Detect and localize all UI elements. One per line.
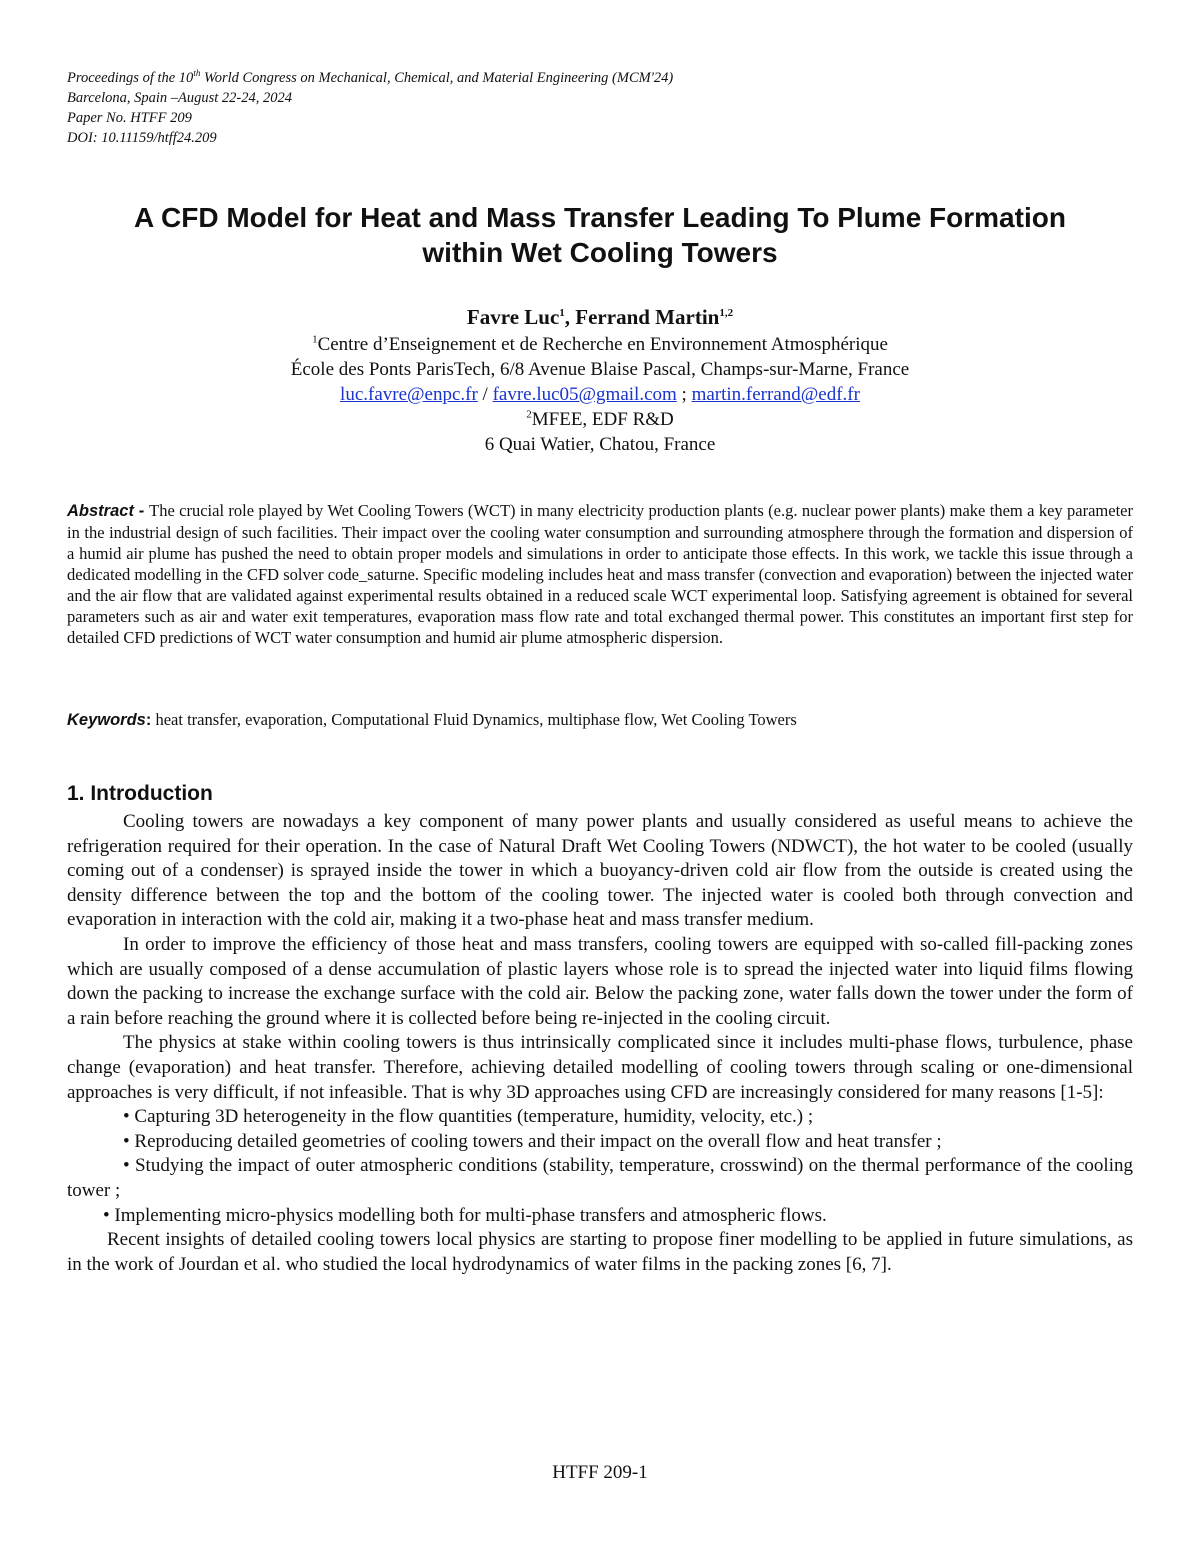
affiliation-2	[0, 407, 1200, 432]
email-link-1[interactable]: luc.favre@enpc.fr	[340, 384, 478, 405]
proceedings-line-3: Paper No. HTFF 209	[67, 110, 192, 126]
keywords-colon: :	[145, 711, 152, 729]
author-2-affiliation-mark: 1,2	[719, 307, 734, 319]
affiliation-1	[0, 332, 1200, 357]
author-1-affiliation-mark: 1	[559, 307, 565, 319]
email-separator: /	[477, 384, 493, 405]
author-separator: ,	[564, 305, 576, 329]
paper-title	[40, 200, 1160, 270]
affiliation-mark: 2	[526, 408, 532, 421]
author-2: Ferrand Martin	[575, 305, 720, 329]
proceedings-line-2: Barcelona, Spain –August 22-24, 2024	[67, 90, 292, 106]
affiliation-2-address: 6 Quai Watier, Chatou, France	[484, 434, 716, 455]
affiliation-name: MFEE, EDF R&D	[531, 409, 674, 430]
proceedings-text: Proceedings of the 10	[67, 70, 194, 86]
bullet-item-4: • Implementing micro-physics modelling both for multi-phase transfers and atmospheric flows.	[103, 1204, 827, 1226]
title-line-1: A CFD Model for Heat and Mass Transfer Leading To Plume Formation	[134, 202, 1066, 233]
keywords-label: Keywords	[67, 711, 146, 729]
email-line	[0, 382, 1200, 407]
email-separator: ;	[676, 384, 692, 405]
author-names	[0, 302, 1200, 332]
paragraph-2: In order to improve the efficiency of those heat and mass transfers, cooling towers are equipped with so-called fill-packing zones which are usually composed of a dense accumulation of plastic layers whose role is to spread the injected water into liquid films flowing down the packing to increase the exchange surface with the cold air. Below the packing zone, water falls down the tower under the form of a rain before reaching the ground where it is collected before being re-injected in the cooling circuit.	[67, 933, 1133, 1029]
author-block	[0, 302, 1200, 457]
email-link-3[interactable]: martin.ferrand@edf.fr	[691, 384, 860, 405]
abstract	[67, 500, 1133, 648]
keywords	[67, 709, 1133, 731]
abstract-text: The crucial role played by Wet Cooling Towers (WCT) in many electricity production plants (e.g. nuclear power plants) make them a key parameter in the industrial design of such facilities. Their impact over the cooling water consumption and surrounding atmosphere through the formation and dispersion of a humid air plume has pushed the need to obtain proper models and simulations in order to anticipate those effects. In this work, we tackle this issue through a dedicated modelling in the CFD solver code_saturne. Specific modeling includes heat and mass transfer (convection and evaporation) between the injected water and the air flow that are validated against experimental results obtained in a reduced scale WCT experimental loop. Satisfying agreement is obtained for several parameters such as air and water exit temperatures, evaporation mass flow rate and total exchanged thermal power. This constitutes an important first step for detailed CFD predictions of WCT water consumption and humid air plume atmospheric dispersion.	[67, 501, 1133, 647]
bullet-item-1: • Capturing 3D heterogeneity in the flow quantities (temperature, humidity, velocity, etc.) ;	[123, 1106, 814, 1128]
bullet-item-3: • Studying the impact of outer atmospheric conditions (stability, temperature, crosswind) on the thermal performance of the cooling tower ;	[67, 1155, 1133, 1201]
affiliation-mark: 1	[312, 333, 318, 346]
keywords-text: heat transfer, evaporation, Computational Fluid Dynamics, multiphase flow, Wet Cooling Towers	[151, 710, 797, 729]
abstract-dash: -	[133, 502, 150, 520]
proceedings-line-4: DOI: 10.11159/htff24.209	[67, 130, 217, 146]
affiliation-name: Centre d’Enseignement et de Recherche en Environnement Atmosphérique	[317, 334, 888, 355]
proceedings-header	[67, 68, 673, 148]
section-heading: 1. Introduction	[67, 782, 213, 805]
paragraph-1: Cooling towers are nowadays a key component of many power plants and usually considered as useful means to achieve the refrigeration required for their operation. In the case of Natural Draft Wet Cooling Towers (NDWCT), the hot water to be cooled (usually coming out of a condenser) is sprayed inside the tower in which a buoyancy-driven cold air flow from the outside is created using the density difference between the top and the bottom of the cooling tower. The injected water is cooled both through convection and evaporation in interaction with the cold air, making it a two-phase heat and mass transfer medium.	[67, 811, 1133, 931]
ordinal-superscript: th	[193, 68, 201, 79]
paragraph-3: The physics at stake within cooling towers is thus intrinsically complicated since it includes multi-phase flows, turbulence, phase change (evaporation) and heat transfer. Therefore, achieving detailed modelling of cooling towers through scaling or one-dimensional approaches is very difficult, if not infeasible. That is why 3D approaches using CFD are increasingly considered for many reasons [1-5]:	[67, 1032, 1133, 1103]
paragraph-4: Recent insights of detailed cooling towers local physics are starting to propose finer modelling to be applied in future simulations, as in the work of Jourdan et al. who studied the local hydrodynamics of water films in the packing zones [6, 7].	[67, 1229, 1133, 1275]
abstract-label: Abstract	[67, 502, 134, 520]
section-body	[67, 810, 1133, 1277]
affiliation-1-address: École des Ponts ParisTech, 6/8 Avenue Blaise Pascal, Champs-sur-Marne, France	[290, 359, 910, 380]
bullet-item-2: • Reproducing detailed geometries of cooling towers and their impact on the overall flow and heat transfer ;	[123, 1130, 942, 1152]
title-line-2: within Wet Cooling Towers	[422, 237, 778, 268]
email-link-2[interactable]: favre.luc05@gmail.com	[492, 384, 677, 405]
proceedings-line-1	[67, 68, 673, 88]
author-1: Favre Luc	[466, 305, 560, 329]
proceedings-text: World Congress on Mechanical, Chemical, and Material Engineering (MCM'24)	[200, 70, 674, 86]
page-footer: HTFF 209-1	[552, 1462, 648, 1483]
